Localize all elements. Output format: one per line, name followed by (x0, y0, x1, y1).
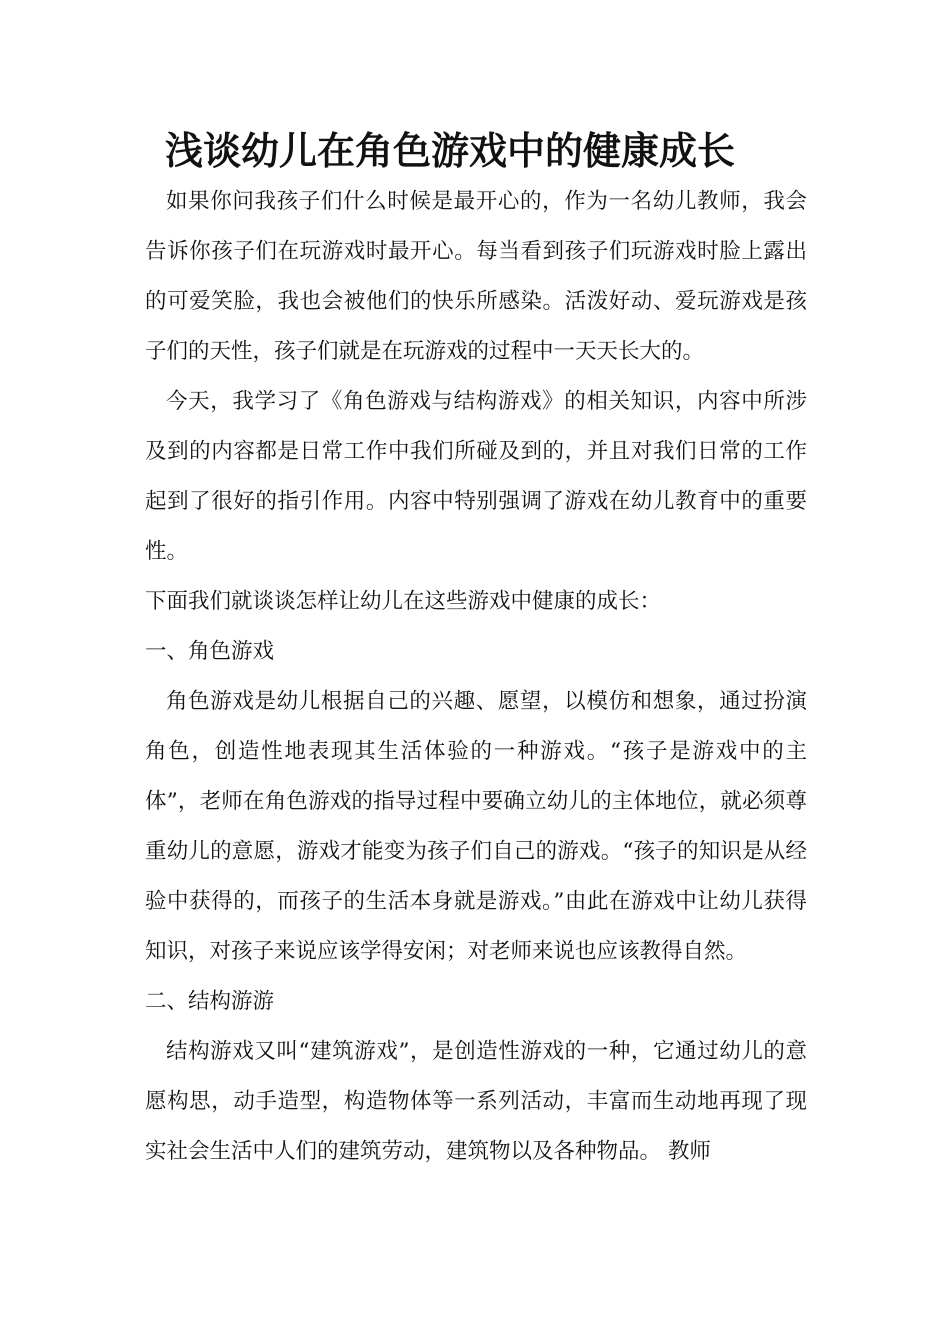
document-body (145, 177, 807, 1177)
section-heading-role-play: 一、角色游戏 (145, 639, 275, 664)
paragraph-construction-play: 结构游戏又叫“建筑游戏”，是创造性游戏的一种，它通过幼儿的意愿构思，动手造型，构造物体等一系列活动，丰富而生动地再现了现实社会生活中人们的建筑劳动，建筑物以及各种物品。 教师 (145, 1039, 807, 1164)
document-title: 浅谈幼儿在角色游戏中的健康成长 (165, 128, 736, 173)
paragraph-intro: 如果你问我孩子们什么时候是最开心的，作为一名幼儿教师，我会告诉你孩子们在玩游戏时最开心。每当看到孩子们玩游戏时脸上露出的可爱笑脸，我也会被他们的快乐所感染。活泼好动、爱玩游戏是孩子们的天性，孩子们就是在玩游戏的过程中一天天长大的。 (145, 189, 807, 364)
paragraph-transition: 下面我们就谈谈怎样让幼儿在这些游戏中健康的成长： (145, 589, 662, 614)
paragraph-study: 今天，我学习了《角色游戏与结构游戏》的相关知识，内容中所涉及到的内容都是日常工作中我们所碰及到的，并且对我们日常的工作起到了很好的指引作用。内容中特别强调了游戏在幼儿教育中的重要性。 (145, 389, 807, 564)
paragraph-role-play: 角色游戏是幼儿根据自己的兴趣、愿望，以模仿和想象，通过扮演角色，创造性地表现其生活体验的一种游戏。“孩子是游戏中的主体”，老师在角色游戏的指导过程中要确立幼儿的主体地位，就必须尊重幼儿的意愿，游戏才能变为孩子们自己的游戏。“孩子的知识是从经验中获得的，而孩子的生活本身就是游戏。”由此在游戏中让幼儿获得知识，对孩子来说应该学得安闲；对老师来说也应该教得自然。 (145, 689, 807, 964)
section-heading-construction-play: 二、结构游游 (145, 989, 275, 1014)
